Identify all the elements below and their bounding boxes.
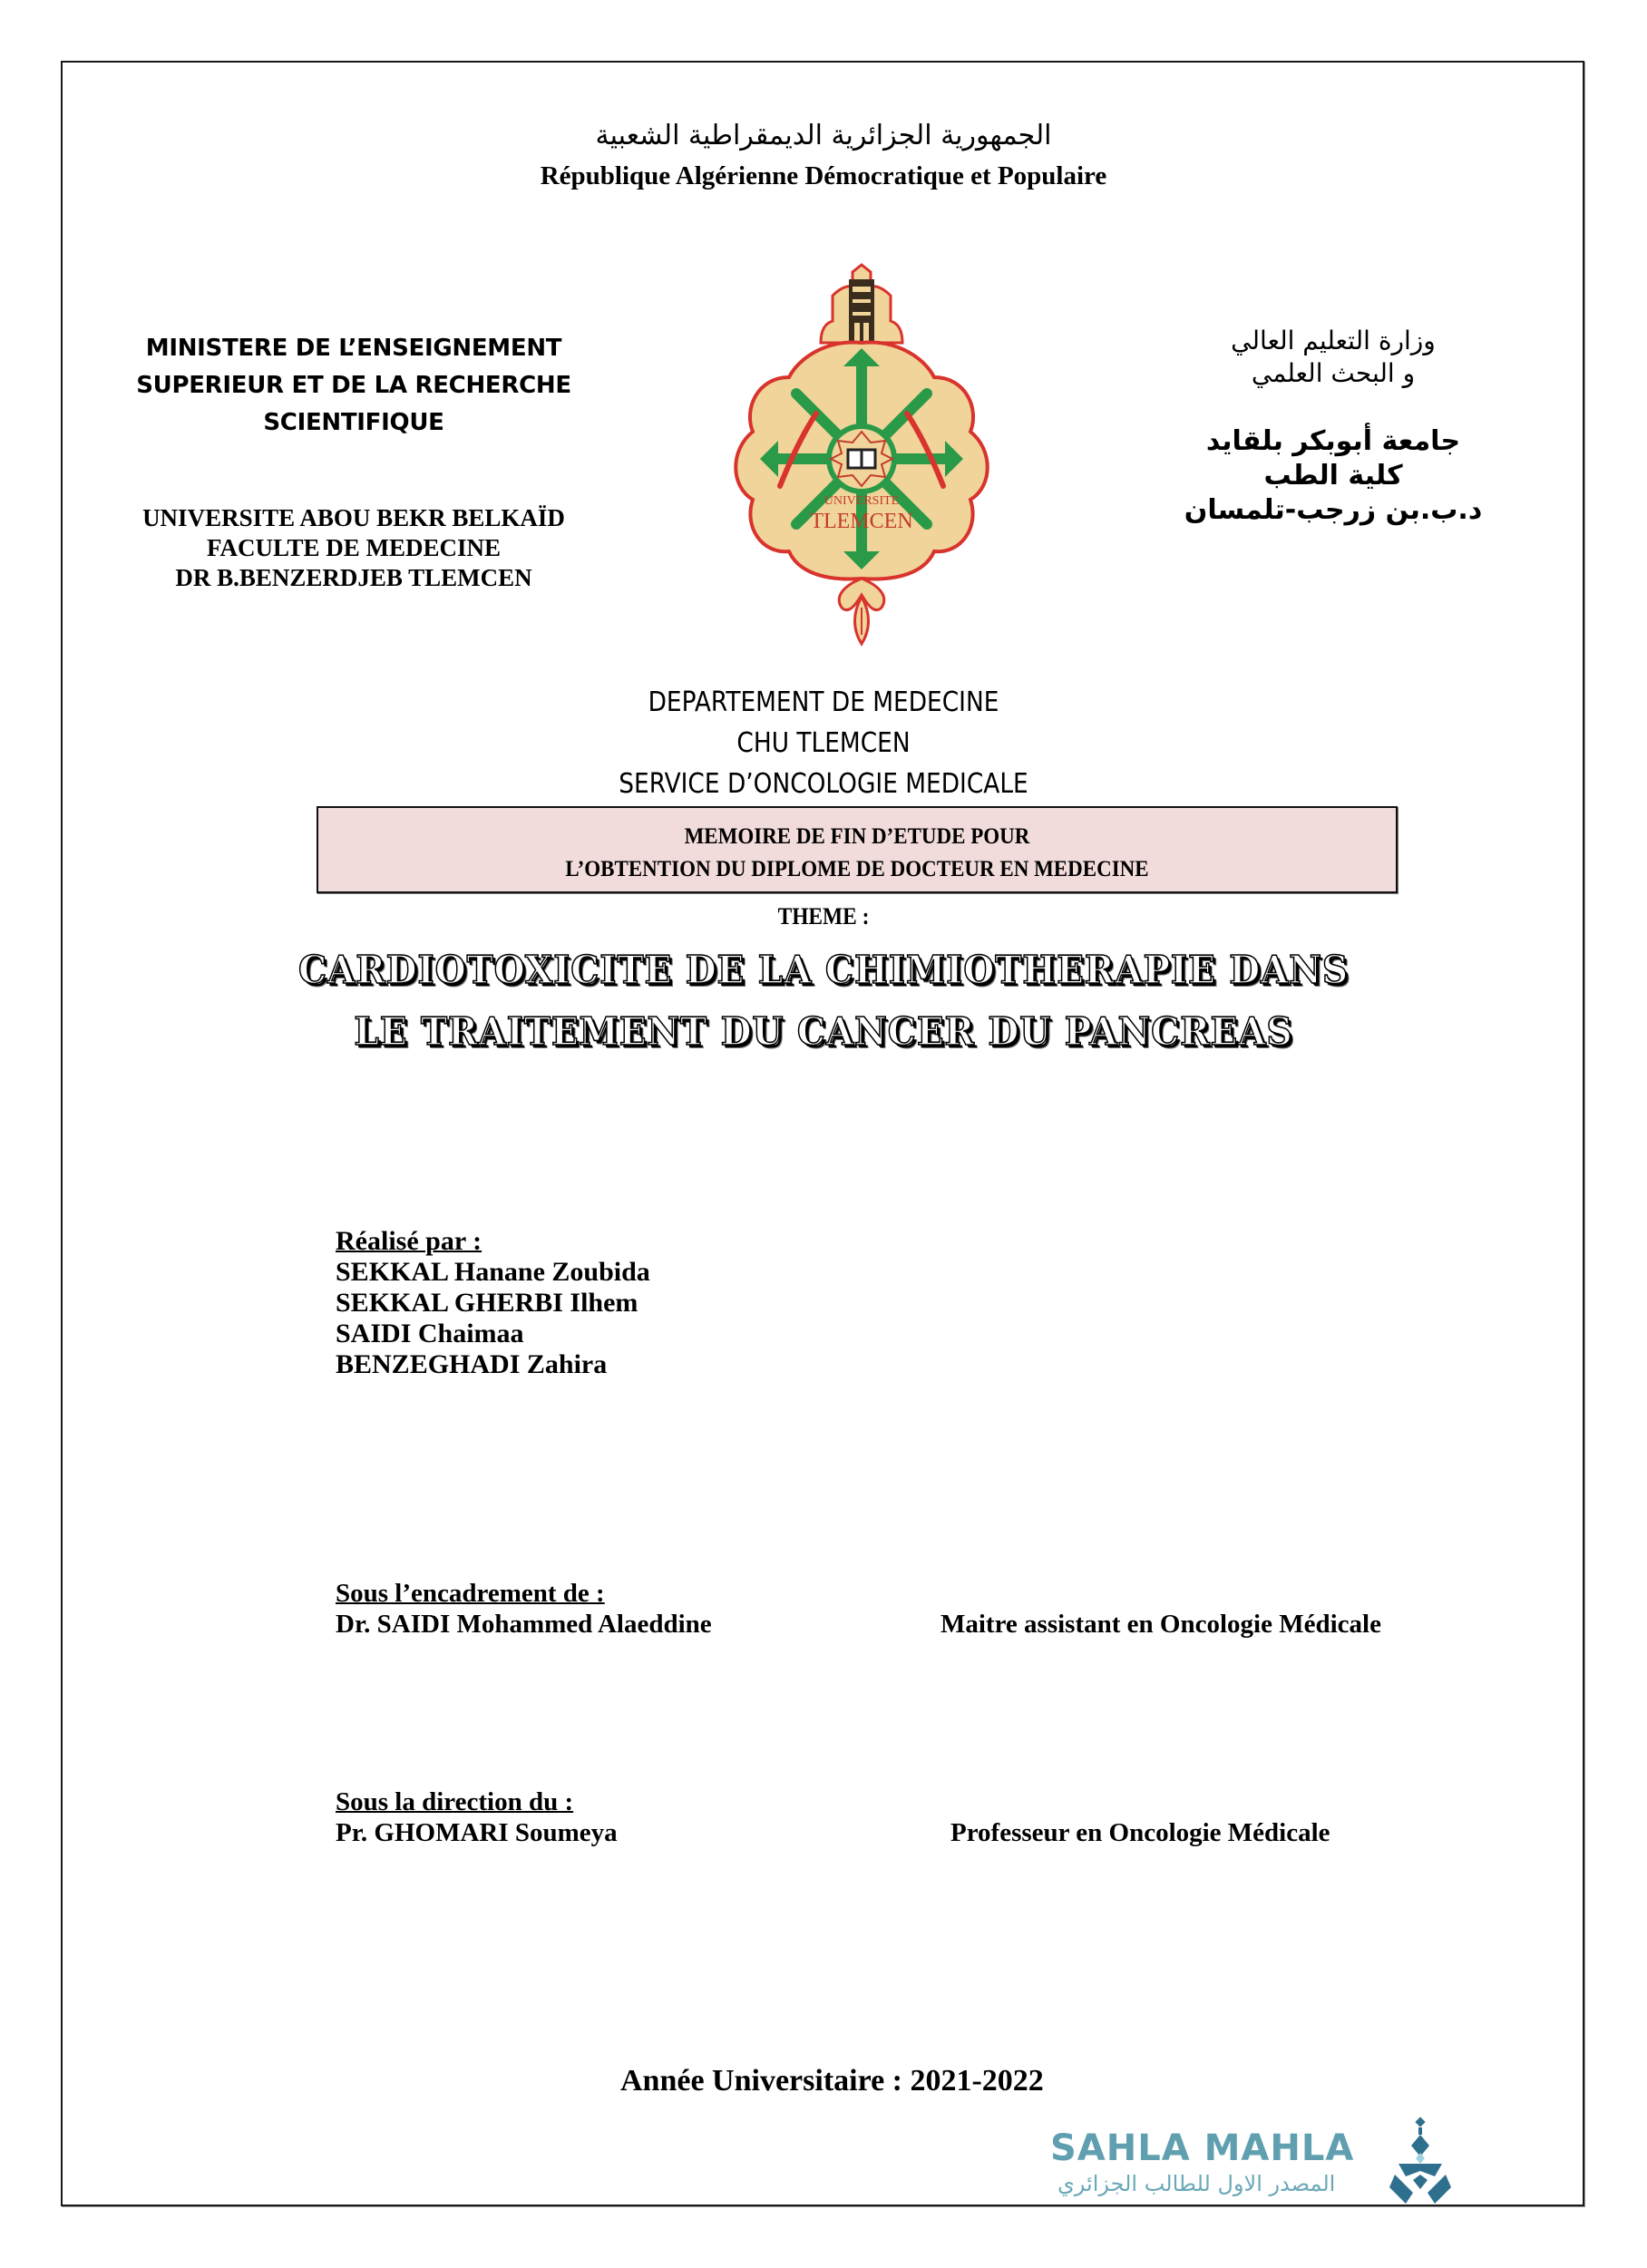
republic-arabic: الجمهورية الجزائرية الديمقراطية الشعبية bbox=[595, 120, 1052, 151]
director-block bbox=[336, 1786, 618, 1848]
svg-text:UNIVERSITE: UNIVERSITE bbox=[824, 494, 900, 508]
watermark-tagline: المصدر الاول للطالب الجزائري bbox=[1057, 2171, 1336, 2196]
authors-block bbox=[336, 1226, 650, 1380]
department-block bbox=[99, 682, 1548, 804]
university-french bbox=[100, 503, 608, 593]
svg-text:TLEMCEN: TLEMCEN bbox=[810, 510, 913, 533]
author-name: BENZEGHADI Zahira bbox=[336, 1349, 608, 1379]
supervisor-role: Maitre assistant en Oncologie Médicale bbox=[940, 1610, 1381, 1639]
memoire-box bbox=[317, 806, 1398, 893]
university-line: FACULTE DE MEDECINE bbox=[206, 534, 502, 561]
supervisor-label: Sous l’encadrement de : bbox=[336, 1579, 605, 1608]
author-name: SAIDI Chaimaa bbox=[336, 1319, 524, 1348]
sahla-mahla-watermark bbox=[1050, 2127, 1449, 2207]
university-arabic bbox=[1143, 424, 1524, 528]
ministry-french bbox=[109, 330, 599, 442]
university-ar-line: د.ب.بن زرجب-تلمسان bbox=[1184, 494, 1483, 526]
department-line: CHU TLEMCEN bbox=[736, 727, 911, 759]
university-line: DR B.BENZERDJEB TLEMCEN bbox=[175, 564, 532, 591]
ministry-ar-line: وزارة التعليم العالي bbox=[1231, 326, 1436, 355]
theme-label: THEME : bbox=[777, 903, 870, 930]
ministry-ar-line: و البحث العلمي bbox=[1251, 358, 1416, 388]
title-line: CARDIOTOXICITE DE LA CHIMIOTHERAPIE DANS bbox=[297, 948, 1350, 992]
ministry-line: SUPERIEUR ET DE LA RECHERCHE bbox=[136, 372, 571, 399]
supervisor-name: Dr. SAIDI Mohammed Alaeddine bbox=[336, 1610, 712, 1639]
memoire-line: L’OBTENTION DU DIPLOME DE DOCTEUR EN MEDECINE bbox=[565, 857, 1149, 881]
supervisor-block bbox=[336, 1578, 712, 1640]
republic-french: République Algérienne Démocratique et Populaire bbox=[540, 161, 1107, 190]
director-name: Pr. GHOMARI Soumeya bbox=[336, 1818, 618, 1847]
university-logo-icon bbox=[716, 259, 1007, 649]
department-line: DEPARTEMENT DE MEDECINE bbox=[648, 686, 999, 718]
memoire-text bbox=[362, 821, 1353, 886]
ministry-line: SCIENTIFIQUE bbox=[263, 409, 444, 436]
department-line: SERVICE D’ONCOLOGIE MEDICALE bbox=[619, 768, 1028, 800]
authors-label: Réalisé par : bbox=[336, 1226, 482, 1256]
academic-year: Année Universitaire : 2021-2022 bbox=[620, 2064, 1044, 2098]
university-ar-line: كلية الطب bbox=[1263, 460, 1403, 492]
director-role: Professeur en Oncologie Médicale bbox=[950, 1818, 1330, 1847]
watermark-name: SAHLA MAHLA bbox=[1050, 2127, 1355, 2169]
memoire-line: MEMOIRE DE FIN D’ETUDE POUR bbox=[684, 824, 1030, 849]
university-line: UNIVERSITE ABOU BEKR BELKAÏD bbox=[142, 504, 565, 531]
director-label: Sous la direction du : bbox=[336, 1787, 574, 1816]
title-line: LE TRAITEMENT DU CANCER DU PANCREAS bbox=[354, 1009, 1293, 1054]
author-name: SEKKAL Hanane Zoubida bbox=[336, 1257, 650, 1287]
university-ar-line: جامعة أبوبكر بلقايد bbox=[1205, 425, 1461, 457]
sahla-mahla-logo-icon bbox=[1386, 2117, 1455, 2207]
thesis-title bbox=[58, 939, 1590, 1063]
ministry-arabic bbox=[1143, 325, 1524, 390]
author-name: SEKKAL GHERBI Ilhem bbox=[336, 1288, 638, 1318]
ministry-line: MINISTERE DE L’ENSEIGNEMENT bbox=[145, 335, 562, 362]
